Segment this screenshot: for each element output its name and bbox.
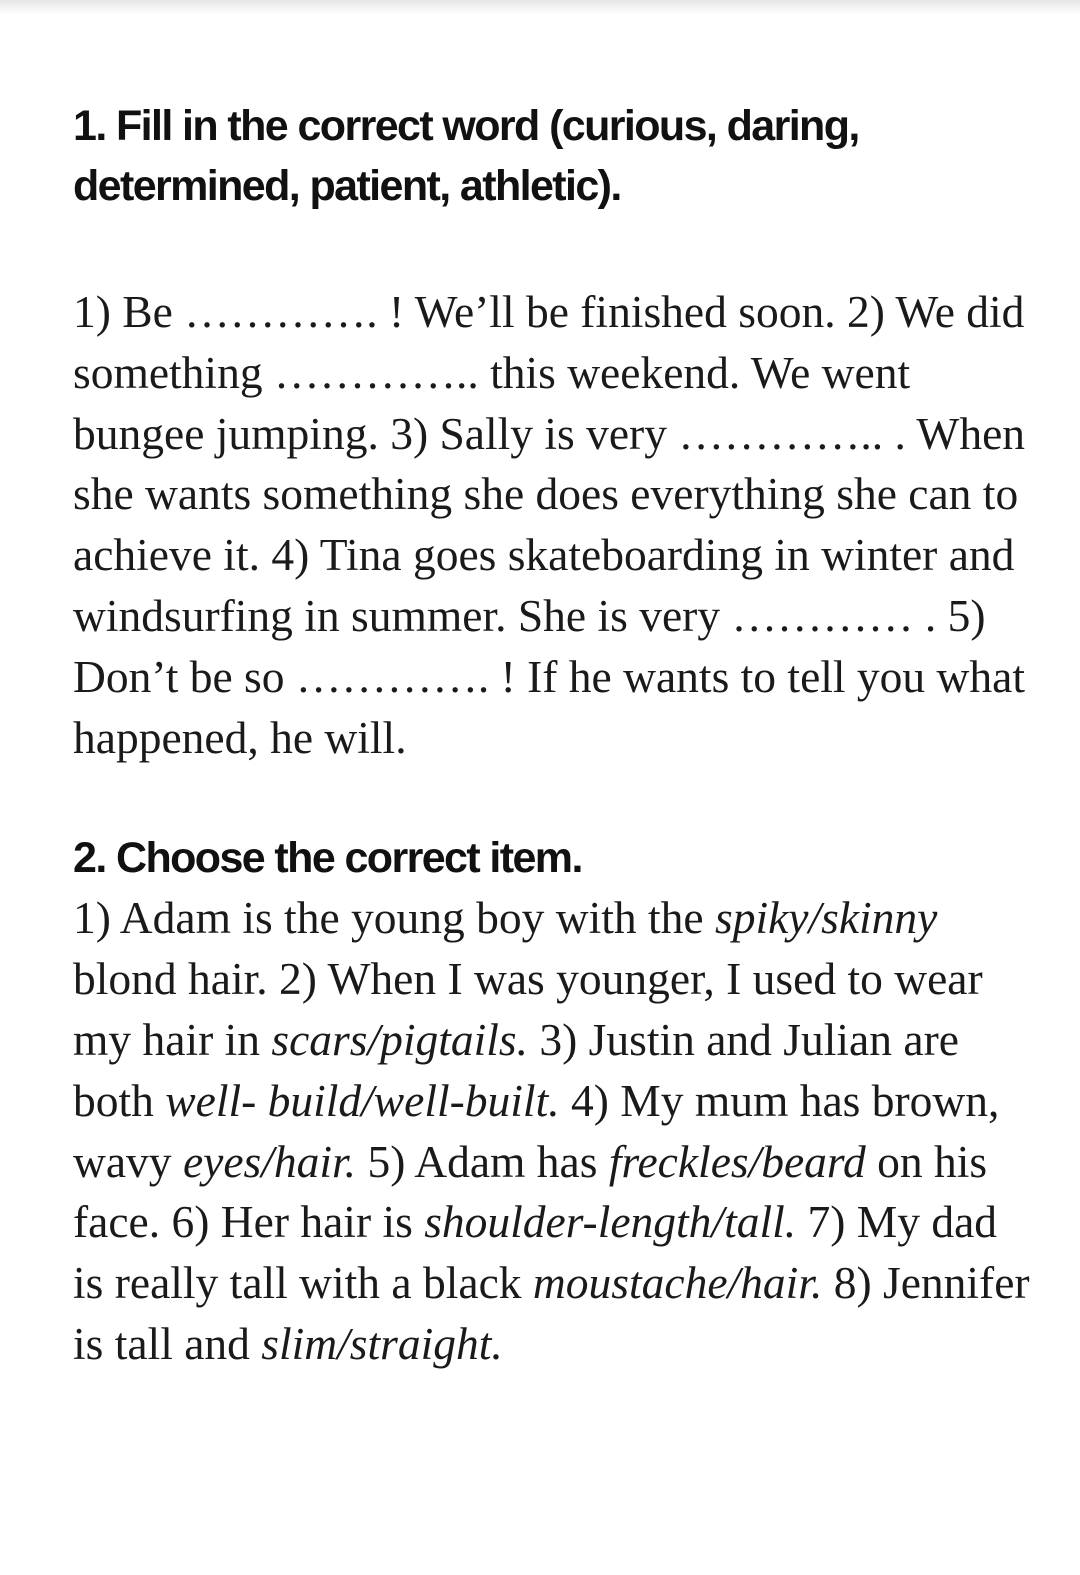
item-6-text: 6) Her hair is xyxy=(160,1196,425,1248)
top-shadow xyxy=(0,0,1080,14)
item-5-rest: on his face. xyxy=(73,1135,988,1248)
exercise-1 xyxy=(73,96,1033,768)
item-1-rest: blond hair. xyxy=(73,953,268,1005)
exercise-2 xyxy=(73,828,1033,1374)
exercise-2-text xyxy=(73,888,1033,1374)
item-1-choice: spiky/skinny xyxy=(715,892,938,944)
item-8-choice: slim/straight. xyxy=(261,1317,503,1369)
exercise-1-heading: 1. Fill in the correct word (curious, daring, determined, patient, athletic). xyxy=(73,102,859,210)
item-1-text: 1) Adam is the young boy with the xyxy=(73,892,715,944)
item-3-text: 3) Justin and Julian are both xyxy=(73,1013,959,1126)
item-7-text: 7) My dad is really tall with a black xyxy=(73,1196,998,1309)
item-5-text: 5) Adam has xyxy=(356,1135,609,1187)
item-2-text: 2) When I was younger, I used to wear my hair in xyxy=(73,953,983,1065)
exercise-1-text: 1) Be …………. ! We’ll be finished soon. 2) We did something ………….. this weekend. We went bungee jumping. 3) Sally is very ………….. . When she wants something she does everything she can to achieve it. 4) Tina goes skateboarding in winter and windsurfing in summer. She is very ………… . 5) Don’t be so …………. ! If he wants to tell you what happened, he will. xyxy=(73,286,1026,763)
item-2-choice: scars/pigtails. xyxy=(271,1013,529,1065)
item-4-choice: eyes/hair. xyxy=(182,1135,357,1187)
item-7-choice: moustache/hair. xyxy=(532,1257,823,1309)
item-4-text: 4) My mum has brown, wavy xyxy=(73,1074,1000,1187)
worksheet xyxy=(73,96,1033,1375)
item-3-choice: well- build/well-built. xyxy=(165,1074,560,1126)
item-8-text: 8) Jennifer is tall and xyxy=(73,1257,1030,1369)
exercise-2-heading: 2. Choose the correct item. xyxy=(73,834,582,883)
item-6-choice: shoulder-length/tall. xyxy=(424,1196,797,1248)
item-5-choice: freckles/beard xyxy=(608,1135,866,1187)
